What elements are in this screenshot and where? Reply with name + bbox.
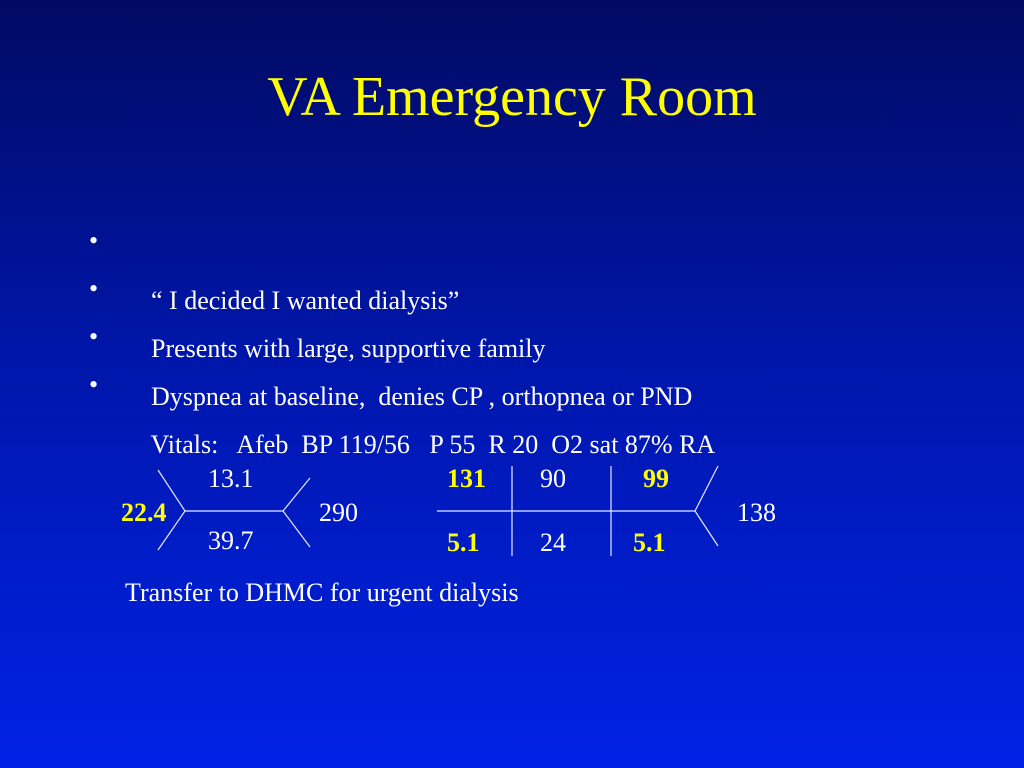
bmp-bun-value: 99	[643, 464, 669, 493]
bullet-dot-icon: •	[89, 226, 99, 255]
bmp-glucose-value: 138	[737, 498, 776, 527]
bullet-dot-icon: •	[89, 370, 99, 399]
bmp-k-value: 5.1	[447, 528, 480, 557]
cbc-hct-value: 39.7	[208, 526, 254, 555]
bmp-cr-value: 5.1	[633, 528, 666, 557]
cbc-right-upper-line	[283, 478, 310, 511]
cbc-hgb-value: 13.1	[208, 464, 254, 493]
bmp-co2-value: 24	[540, 528, 566, 557]
bmp-na-value: 131	[447, 464, 486, 493]
bullet-dot-icon: •	[89, 274, 99, 303]
cbc-wbc-value: 22.4	[121, 498, 167, 527]
transfer-note: Transfer to DHMC for urgent dialysis	[125, 578, 519, 607]
bullet-text: Dyspnea at baseline, denies CP , orthopnea or PND	[151, 382, 693, 411]
bmp-right-lower-line	[695, 511, 718, 546]
bullet-dot-icon: •	[89, 322, 99, 351]
cbc-plt-value: 290	[319, 498, 358, 527]
bullet-text: Vitals: Afeb BP 119/56 P 55 R 20 O2 sat 87% RA	[150, 430, 716, 459]
slide-title: VA Emergency Room	[267, 66, 757, 128]
cbc-right-lower-line	[283, 511, 310, 547]
bmp-right-upper-line	[695, 466, 718, 511]
bullet-text: “ I decided I wanted dialysis”	[151, 286, 460, 315]
bmp-cl-value: 90	[540, 464, 566, 493]
bullet-text: Presents with large, supportive family	[151, 334, 546, 363]
